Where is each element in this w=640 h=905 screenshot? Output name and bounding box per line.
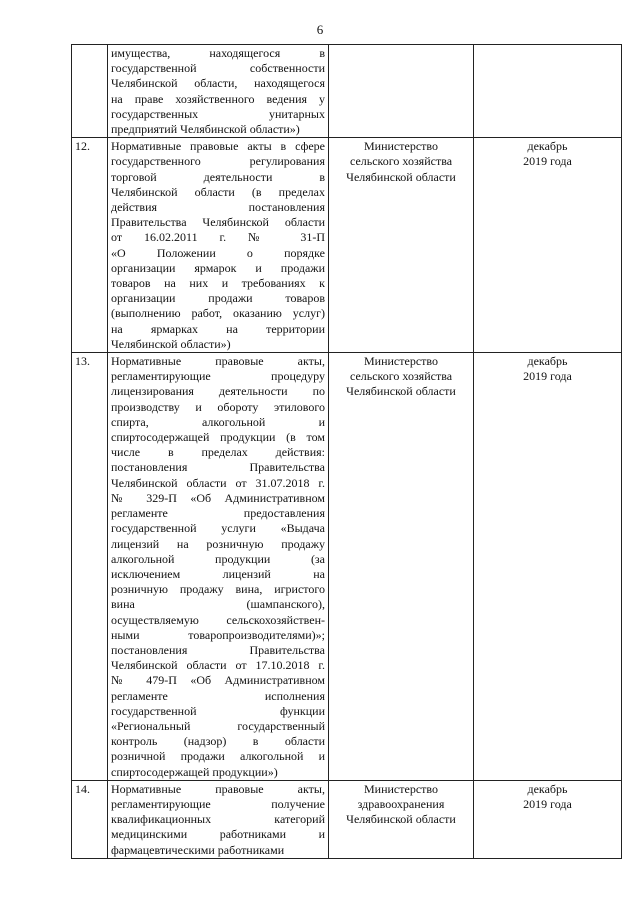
table-row bbox=[72, 138, 622, 353]
act-description-line: (выполнению работ, оказанию услуг) bbox=[111, 306, 325, 321]
act-description-line: от 16.02.2011 г. № 31-П bbox=[111, 230, 325, 245]
act-description-line: торговой деятельности в bbox=[111, 169, 325, 184]
act-description-line: Челябинской области (в пределах bbox=[111, 184, 325, 199]
act-description-line: фармацевтическими работниками bbox=[111, 842, 285, 857]
act-description-line: Челябинской области от 17.10.2018 г. bbox=[111, 658, 325, 673]
responsible-body-line: Министерство bbox=[364, 354, 438, 369]
act-description-line: лицензирования деятельности по bbox=[111, 384, 325, 399]
act-description-line: государственных унитарных bbox=[111, 106, 325, 121]
responsible-body-line: Челябинской области bbox=[346, 169, 456, 184]
act-description-line: квалификационных категорий bbox=[111, 812, 325, 827]
act-description-line: Челябинской области, находящегося bbox=[111, 76, 325, 91]
act-description-line: регламентирующие процедуру bbox=[111, 369, 325, 384]
act-description-line: регламенте предоставления bbox=[111, 506, 325, 521]
row-number: 14. bbox=[72, 780, 108, 858]
act-description-line: № 479-П «Об Административном bbox=[111, 673, 325, 688]
act-description-line: государственной собственности bbox=[111, 61, 325, 76]
due-date bbox=[474, 780, 622, 858]
act-description bbox=[108, 353, 329, 781]
acts-table bbox=[71, 44, 622, 859]
responsible-body-line: Челябинской области bbox=[346, 812, 456, 827]
act-description-line: производству и обороту этилового bbox=[111, 399, 325, 414]
act-description-line: спирта, алкогольной и bbox=[111, 414, 325, 429]
responsible-body-line: сельского хозяйства bbox=[349, 369, 453, 384]
due-date-line: 2019 года bbox=[523, 796, 572, 811]
act-description-line: Правительства Челябинской области bbox=[111, 215, 325, 230]
responsible-body-line: здравоохранения bbox=[357, 796, 445, 811]
acts-table-body bbox=[72, 45, 622, 859]
act-description-line: Нормативные правовые акты в сфере bbox=[111, 139, 325, 154]
act-description-line: Челябинской области») bbox=[111, 336, 231, 351]
responsible-body bbox=[329, 780, 474, 858]
act-description-line: розничной продажи алкогольной и bbox=[111, 749, 325, 764]
act-description bbox=[108, 780, 329, 858]
act-description-line: государственной услуги «Выдача bbox=[111, 521, 325, 536]
table-row bbox=[72, 780, 622, 858]
act-description-line: постановления Правительства bbox=[111, 460, 325, 475]
act-description-line: Нормативные правовые акты, bbox=[111, 781, 325, 796]
row-number bbox=[72, 45, 108, 138]
act-description-line: регламентирующие получение bbox=[111, 796, 325, 811]
act-description-line: медицинскими работниками и bbox=[111, 827, 325, 842]
due-date-line: декабрь bbox=[527, 354, 568, 369]
act-description-line: Челябинской области от 31.07.2018 г. bbox=[111, 475, 325, 490]
due-date bbox=[474, 138, 622, 353]
act-description-line: государственного регулирования bbox=[111, 154, 325, 169]
act-description-line: Нормативные правовые акты, bbox=[111, 354, 325, 369]
table-row bbox=[72, 45, 622, 138]
due-date bbox=[474, 353, 622, 781]
act-description-line: контроль (надзор) в области bbox=[111, 734, 325, 749]
due-date-line: 2019 года bbox=[523, 369, 572, 384]
act-description-line: организации продажи товаров bbox=[111, 291, 325, 306]
act-description-line: регламенте исполнения bbox=[111, 688, 325, 703]
act-description-line: спиртосодержащей продукции (в том bbox=[111, 430, 325, 445]
act-description-line: лицензий на розничную продажу bbox=[111, 536, 325, 551]
due-date bbox=[474, 45, 622, 138]
act-description-line: исключением лицензий на bbox=[111, 566, 325, 581]
act-description-line: имущества, находящегося в bbox=[111, 46, 325, 60]
act-description-line: розничную продажу вина, игристого bbox=[111, 582, 325, 597]
due-date-line: декабрь bbox=[527, 139, 568, 154]
act-description-line: № 329-П «Об Административном bbox=[111, 490, 325, 505]
act-description-line: государственной функции bbox=[111, 703, 325, 718]
act-description-line: предприятий Челябинской области») bbox=[111, 122, 300, 137]
act-description-line: алкогольной продукции (за bbox=[111, 551, 325, 566]
row-number: 12. bbox=[72, 138, 108, 353]
table-row bbox=[72, 353, 622, 781]
row-number: 13. bbox=[72, 353, 108, 781]
act-description-line: на ярмарках на территории bbox=[111, 321, 325, 336]
act-description-line: числе в пределах действия: bbox=[111, 445, 325, 460]
act-description bbox=[108, 138, 329, 353]
responsible-body-line: сельского хозяйства bbox=[349, 154, 453, 169]
act-description-line: на праве хозяйственного ведения у bbox=[111, 91, 325, 106]
responsible-body bbox=[329, 138, 474, 353]
responsible-body bbox=[329, 45, 474, 138]
act-description-line: организации ярмарок и продажи bbox=[111, 260, 325, 275]
act-description bbox=[108, 45, 329, 138]
responsible-body-line: Министерство bbox=[364, 781, 438, 796]
due-date-line: декабрь bbox=[527, 781, 568, 796]
act-description-line: осуществляемую сельскохозяйствен- bbox=[111, 612, 325, 627]
due-date-line: 2019 года bbox=[523, 154, 572, 169]
act-description-line: спиртосодержащей продукции») bbox=[111, 764, 278, 779]
act-description-line: товаров на них и требованиях к bbox=[111, 276, 325, 291]
act-description-line: вина (шампанского), bbox=[111, 597, 325, 612]
responsible-body-line: Челябинской области bbox=[346, 384, 456, 399]
act-description-line: «О Положении о порядке bbox=[111, 245, 325, 260]
responsible-body bbox=[329, 353, 474, 781]
responsible-body-line: Министерство bbox=[364, 139, 438, 154]
page-number: 6 bbox=[316, 22, 324, 37]
act-description-line: «Региональный государственный bbox=[111, 718, 325, 733]
act-description-line: действия постановления bbox=[111, 200, 325, 215]
act-description-line: ными товаропроизводителями)»; bbox=[111, 627, 325, 642]
act-description-line: постановления Правительства bbox=[111, 642, 325, 657]
